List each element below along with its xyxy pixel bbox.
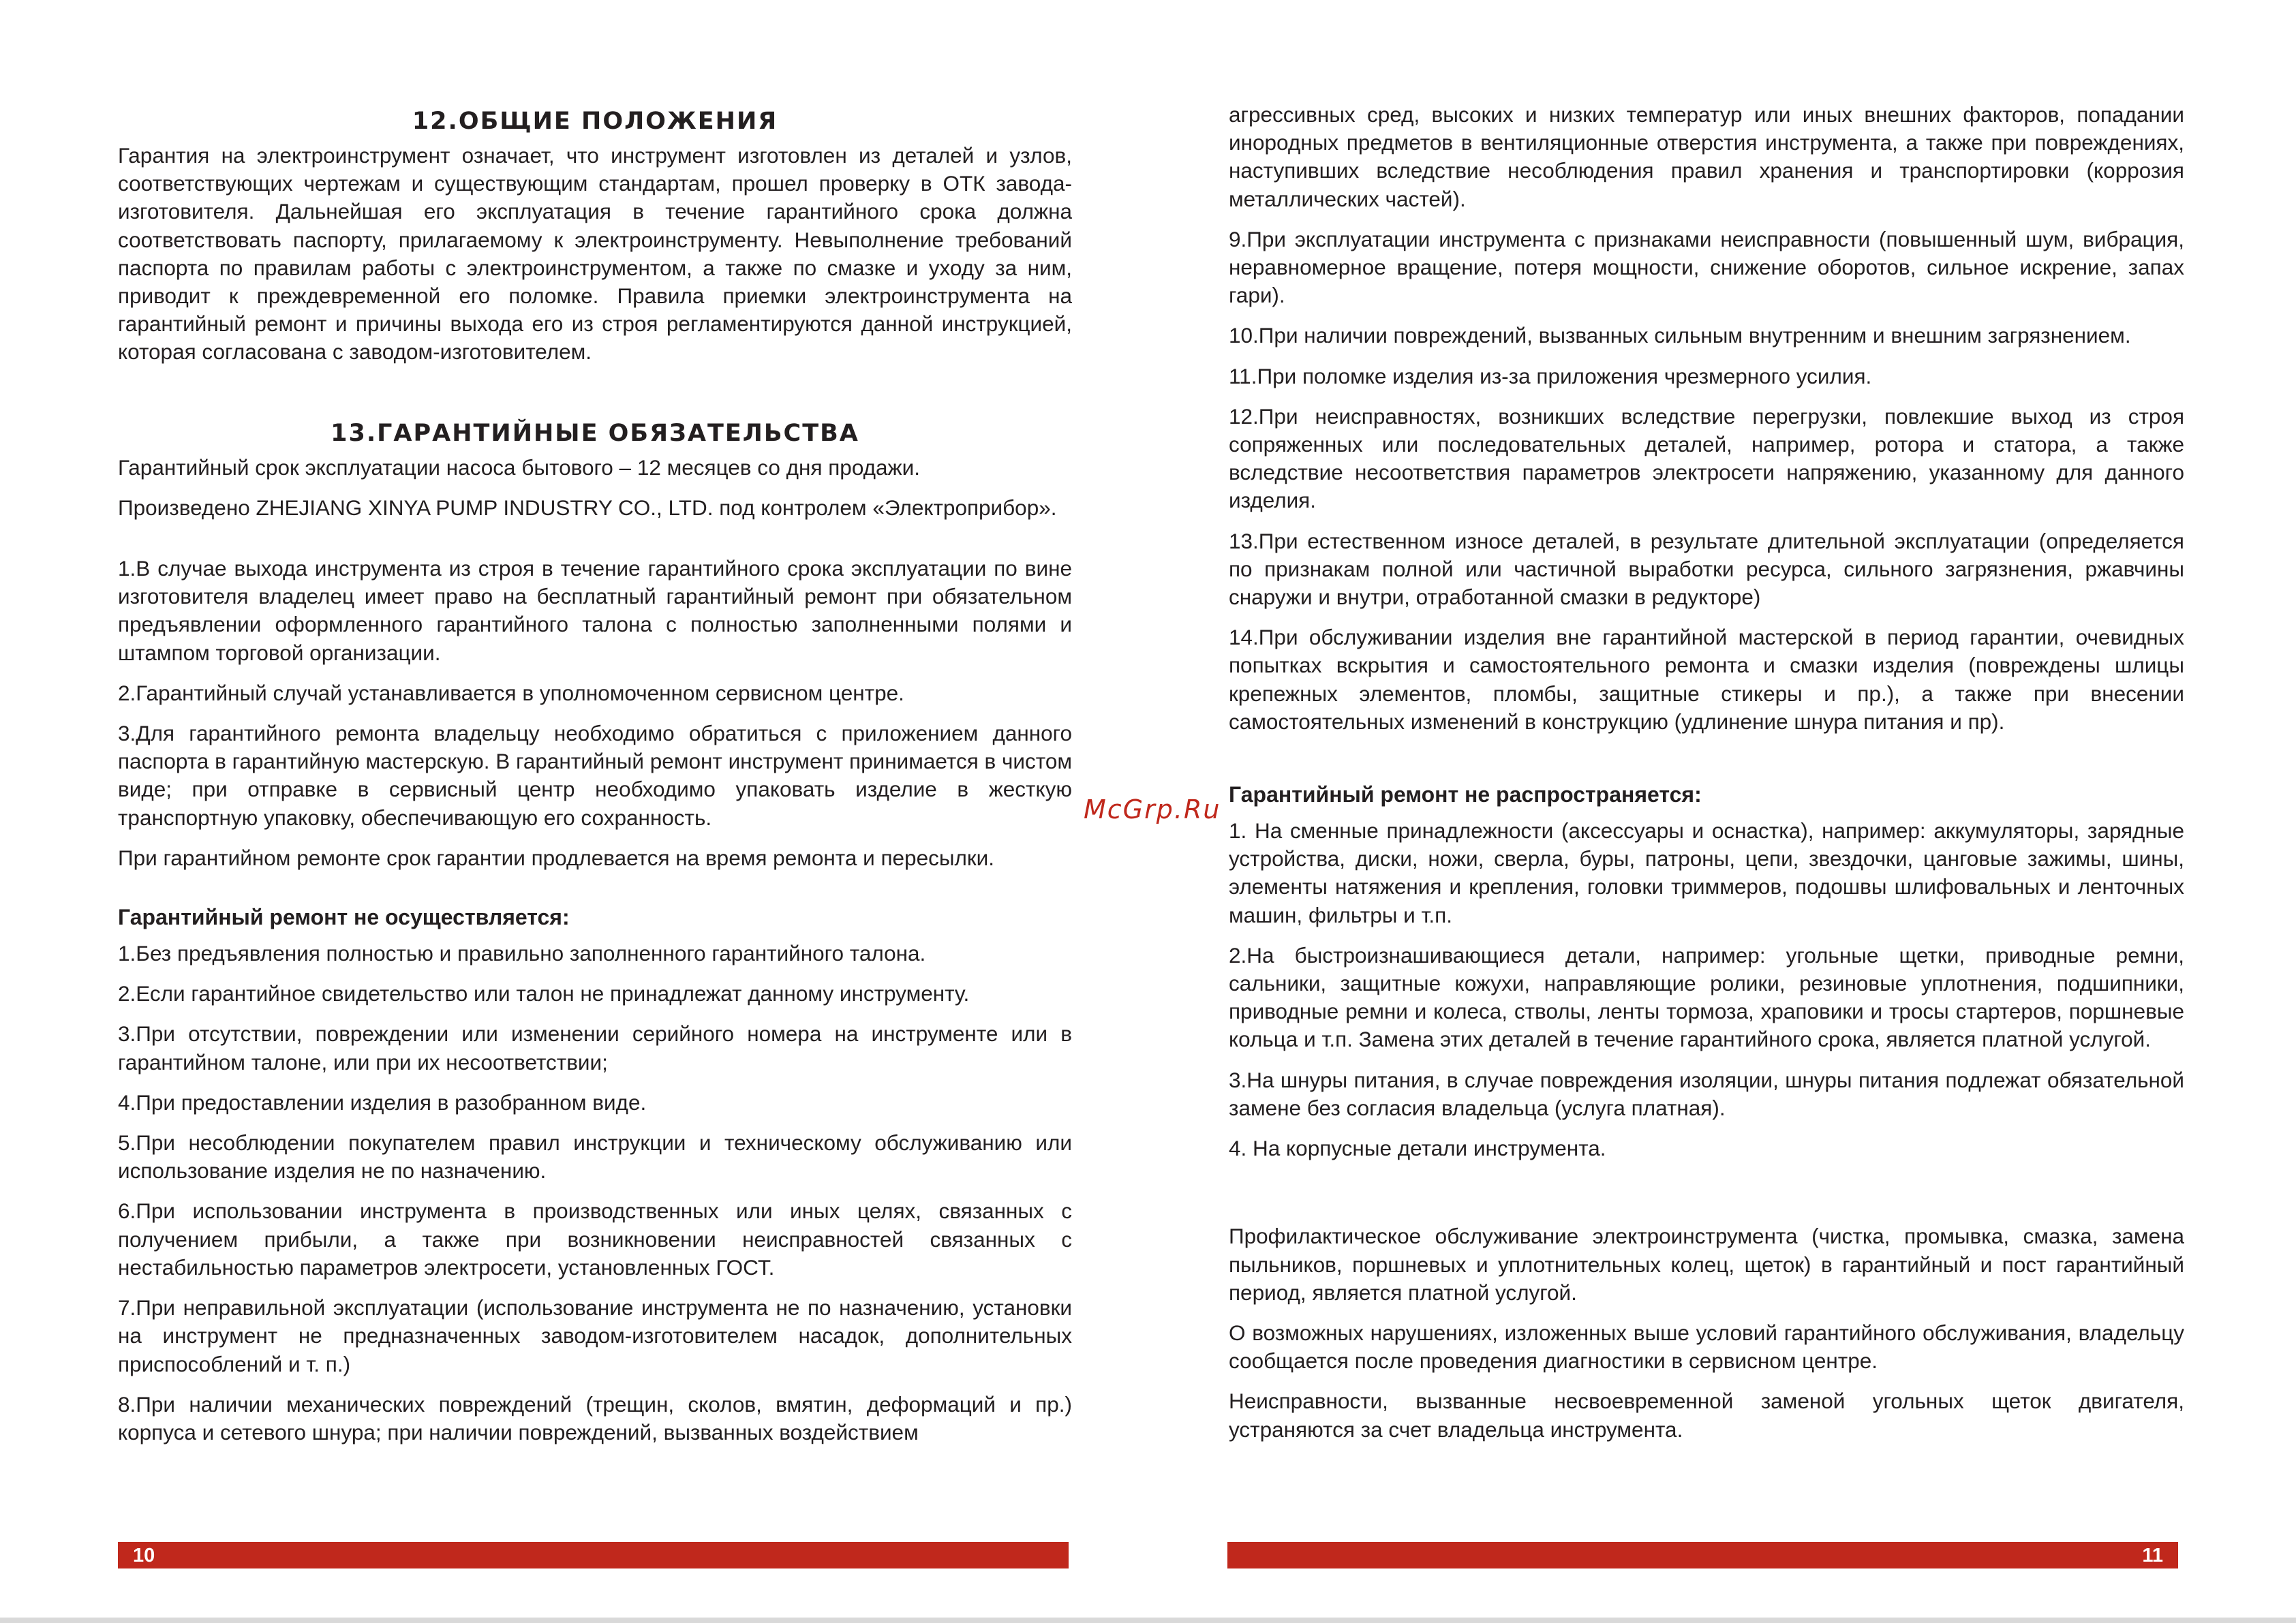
manufacturer-text: Произведено ZHEJIANG XINYA PUMP INDUSTRY CO., LTD. под контролем «Электроприбор». — [118, 495, 1057, 520]
right-page-column — [1229, 101, 2184, 1456]
continued-item: 11.При поломке изделия из-за приложения чрезмерного усилия. — [1229, 363, 1872, 388]
not-performed-heading: Гарантийный ремонт не осуществляется: — [118, 905, 570, 930]
page-number-right: 11 — [2142, 1545, 2163, 1566]
not-performed-item: 7.При неправильной эксплуатации (использование инструмента не по назначению, установки на инструмент не предназначенных заводом-изготовителем насадок, дополнительных приспособлений и т. п.) — [118, 1295, 1072, 1376]
left-page-column — [118, 101, 1072, 1459]
closing-paragraph: Профилактическое обслуживание электроинструмента (чистка, промывка, смазка, замена пыльников, поршневых и уплотнительных колец, щеток) в гарантийный и пост гарантийный период, является платной услугой. — [1229, 1224, 2184, 1305]
not-performed-item: 2.Если гарантийное свидетельство или талон не принадлежат данному инструменту. — [118, 981, 970, 1006]
warranty-clause-3: 3.Для гарантийного ремонта владельцу необходимо обратиться с приложением данного паспорта в гарантийную мастерскую. В гарантийный ремонт инструмент принимается в чистом виде; при отправке в сервисный центр необходимо упаковать изделие в жесткую транспортную упаковку, обеспечивающую его сохранность. — [118, 721, 1072, 830]
watermark-text: McGrp.Ru — [1084, 794, 1221, 824]
warranty-period-text: Гарантийный срок эксплуатации насоса бытового – 12 месяцев со дня продажи. — [118, 454, 920, 480]
right-footer-bar — [1227, 1542, 2178, 1568]
warranty-extension-text: При гарантийном ремонте срок гарантии продлевается на время ремонта и пересылки. — [118, 845, 994, 870]
closing-paragraph: Неисправности, вызванные несвоевременной заменой угольных щеток двигателя, устраняются за счет владельца инструмента. — [1229, 1389, 2184, 1442]
continued-item: 9.При эксплуатации инструмента с признаками неисправности (повышенный шум, вибрация, неравномерное вращение, потеря мощности, снижение оборотов, сильное искрение, запах гари). — [1229, 226, 2184, 308]
not-covered-item: 2.На быстроизнашивающиеся детали, например: угольные щетки, приводные ремни, сальники, защитные кожухи, направляющие ролики, резиновые уплотнения, подшипники, приводные ремни и колеса, стволы, ленты тормоза, храповики и тросы стартеров, поршневые кольца и т.п. Замена этих деталей в течение гарантийного срока, является платной услугой. — [1229, 942, 2184, 1052]
not-performed-item: 5.При несоблюдении покупателем правил инструкции и техническому обслуживанию или использование изделия не по назначению. — [118, 1130, 1072, 1184]
warranty-clause-1: 1.В случае выхода инструмента из строя в течение гарантийного срока эксплуатации по вине изготовителя владелец имеет право на бесплатный гарантийный ремонт при обязательном предъявлении оформленного гарантийного талона с полностью заполненными полями и штампом торговой организации. — [118, 556, 1072, 665]
section-12-heading: 12.ОБЩИЕ ПОЛОЖЕНИЯ — [412, 108, 778, 135]
warranty-clause-2: 2.Гарантийный случай устанавливается в уполномоченном сервисном центре. — [118, 680, 904, 705]
not-covered-item: 3.На шнуры питания, в случае повреждения изоляции, шнуры питания подлежат обязательной замене без согласия владельца (услуга платная). — [1229, 1067, 2184, 1120]
closing-paragraph: О возможных нарушениях, изложенных выше условий гарантийного обслуживания, владельцу сообщается после проведения диагностики в сервисном центре. — [1229, 1320, 2184, 1374]
section-13-heading: 13.ГАРАНТИЙНЫЕ ОБЯЗАТЕЛЬСТВА — [331, 419, 859, 447]
not-performed-item: 3.При отсутствии, повреждении или изменении серийного номера на инструменте или в гарантийном талоне, или при их несоответствии; — [118, 1021, 1072, 1075]
bottom-edge-divider — [0, 1618, 2296, 1623]
continued-item: 14.При обслуживании изделия вне гарантийной мастерской в период гарантии, очевидных попытках вскрытия и самостоятельного ремонта и смазки изделия (повреждены шлицы крепежных элементов, пломбы, защитные стикеры и пр.), а также при внесении самостоятельных изменений в конструкцию (удлинение шнура питания и пр). — [1229, 625, 2184, 734]
continued-item: агрессивных сред, высоких и низких температур или иных внешних факторов, попадании инородных предметов в вентиляционные отверстия инструмента, а также при повреждениях, наступивших вследствие несоблюдения правил хранения и транспортировки (коррозия металлических частей). — [1229, 102, 2184, 211]
left-footer-bar — [118, 1542, 1069, 1568]
not-covered-heading: Гарантийный ремонт не распространяется: — [1229, 782, 1702, 807]
not-performed-item: 6.При использовании инструмента в производственных или иных целях, связанных с получением прибыли, а также при возникновении неисправностей связанных с нестабильностью параметров электросети, установленных ГОСТ. — [118, 1199, 1072, 1280]
not-performed-item: 1.Без предъявления полностью и правильно заполненного гарантийного талона. — [118, 941, 926, 966]
section-12-text: Гарантия на электроинструмент означает, что инструмент изготовлен из деталей и узлов, соответствующих чертежам и существующим стандартам, прошел проверку в ОТК завода-изготовителя. Дальнейшая его эксплуатация в течение гарантийного срока должна соответствовать паспорту, прилагаемому к электроинструменту. Невыполнение требований паспорта по правилам работы с электроинструментом, а также по смазке и уходу за ним, приводит к преждевременной его поломке. Правила приемки электроинструмента на гарантийный ремонт и причины выхода его из строя регламентируются данной инструкцией, которая согласована с заводом-изготовителем. — [118, 143, 1072, 365]
continued-item: 12.При неисправностях, возникших вследствие перегрузки, повлекшие выход из строя сопряженных или последовательных деталей, например, ротора и статора, а также вследствие несоответствия параметров электросети напряжению, указанному для данного изделия. — [1229, 403, 2184, 513]
continued-item: 13.При естественном износе деталей, в результате длительной эксплуатации (определяется по признакам полной или частичной выработки ресурса, сильного загрязнения, ржавчины снаружи и внутри, отработанной смазки в редукторе) — [1229, 528, 2184, 610]
not-covered-item: 4. На корпусные детали инструмента. — [1229, 1136, 1606, 1161]
page-number-left: 10 — [133, 1545, 155, 1566]
not-performed-item: 4.При предоставлении изделия в разобранном виде. — [118, 1089, 647, 1115]
not-covered-item: 1. На сменные принадлежности (аксессуары и оснастка), например: аккумуляторы, зарядные устройства, диски, ножи, сверла, буры, патроны, цепи, звездочки, цанговые зажимы, шины, элементы натяжения и крепления, головки триммеров, подошвы шлифовальных и ленточных машин, фильтры и т.п. — [1229, 818, 2184, 927]
not-performed-item: 8.При наличии механических повреждений (трещин, сколов, вмятин, деформаций и пр.) корпуса и сетевого шнура; при наличии повреждений, вызванных воздействием — [118, 1391, 1072, 1444]
continued-item: 10.При наличии повреждений, вызванных сильным внутренним и внешним загрязнением. — [1229, 323, 2131, 348]
